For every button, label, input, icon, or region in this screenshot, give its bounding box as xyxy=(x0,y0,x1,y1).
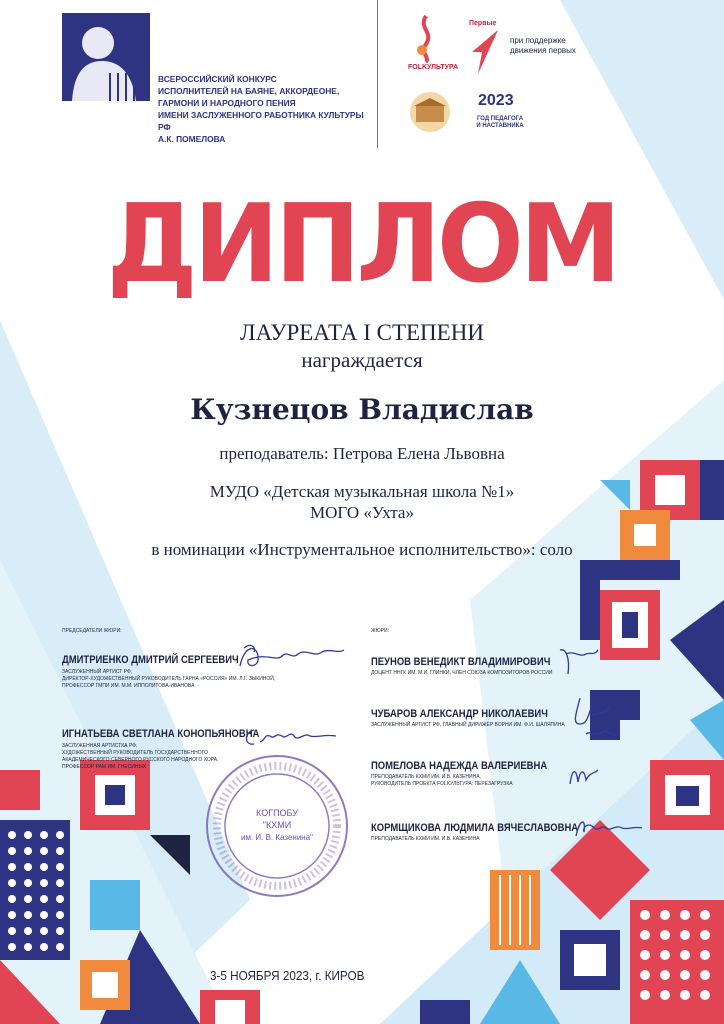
header-divider xyxy=(377,0,378,148)
contest-portrait-logo xyxy=(62,13,150,101)
jury-member-1-signature xyxy=(556,644,602,680)
jury-member-4-signature xyxy=(570,812,644,842)
jury-chairs-heading: ПРЕДСЕДАТЕЛИ ЖЮРИ: xyxy=(62,628,122,634)
award-degree: ЛАУРЕАТА I СТЕПЕНИ xyxy=(240,320,484,345)
school-line-1: МУДО «Детская музыкальная школа №1» xyxy=(209,482,515,501)
jury-chair-1-desc: ЗАСЛУЖЕННЫЙ АРТИСТ РФ, ДИРЕКТОР-ХУДОЖЕСТВЕННЫЙ РУКОВОДИТЕЛЬ ГАРНА «РОССИЯ» ИМ. Л.Г. ЗЫКИНОЙ, ПРОФЕССОР ГМПИ ИМ. М.М. ИППОЛИТОВА-ИВАНОВА xyxy=(62,669,276,689)
awarded-label: награждается xyxy=(301,348,423,372)
nomination-line: в номинации «Инструментальное исполнительство»: соло xyxy=(151,540,573,559)
jury-member-4-name: КОРМЩИКОВА ЛЮДМИЛА ВЯЧЕСЛАВОВНА xyxy=(371,822,579,834)
jury-member-2 xyxy=(371,708,577,729)
folkultura-logo-icon xyxy=(412,14,440,69)
stamp-line-2: "КХМИ xyxy=(262,820,292,830)
jury-chair-1-name: ДМИТРИЕНКО ДМИТРИЙ СЕРГЕЕВИЧ xyxy=(62,654,239,666)
first-movement-logo-label: Первые xyxy=(469,20,497,27)
year-logo-text: ГОД ПЕДАГОГА И НАСТАВНИКА xyxy=(476,116,524,129)
event-dates: 3-5 НОЯБРЯ 2023, г. КИРОВ xyxy=(210,968,365,983)
jury-members-heading: ЖЮРИ: xyxy=(371,628,389,634)
jury-member-3-desc: ПРЕПОДАВАТЕЛЬ КХМИ ИМ. И.В. КАЗЕНИНА, РУКОВОДИТЕЛЬ ПРОЕКТА FOLKУЛЬТУРА: ПЕРЕЗАГРУЗКА xyxy=(371,774,513,787)
year-logo-number: 2023 xyxy=(478,92,514,109)
building-logo-icon xyxy=(402,90,458,139)
jury-member-1-name: ПЕУНОВ ВЕНЕДИКТ ВЛАДИМИРОВИЧ xyxy=(371,656,551,668)
jury-member-4-desc: ПРЕПОДАВАТЕЛЬ КХМИ ИМ. И.В. КАЗЕНИНА xyxy=(371,836,480,842)
stamp-line-1: КОГПОБУ xyxy=(256,808,298,818)
jury-chair-1-signature xyxy=(236,638,348,674)
jury-member-3-signature xyxy=(566,762,602,790)
jury-member-2-signature xyxy=(566,694,620,750)
diploma-title: ДИПЛОМ xyxy=(106,181,618,308)
stamp-line-3: им. И. В. Казенина" xyxy=(240,833,314,842)
folkultura-logo-label: FOLKУЛЬТУРА xyxy=(408,64,459,71)
jury-chair-2-name: ИГНАТЬЕВА СВЕТЛАНА КОНОПЬЯНОВНА xyxy=(62,728,260,740)
school-line-2: МОГО «Ухта» xyxy=(310,503,414,522)
official-stamp xyxy=(203,752,351,900)
jury-member-3-name: ПОМЕЛОВА НАДЕЖДА ВАЛЕРИЕВНА xyxy=(371,760,548,772)
teacher-line: преподаватель: Петрова Елена Львовна xyxy=(219,444,505,463)
jury-member-1 xyxy=(371,656,580,677)
jury-member-2-desc: ЗАСЛУЖЕННЫЙ АРТИСТ РФ, ГЛАВНЫЙ ДИРИЖЁР ВОРНИ ИМ. Ф.И. ШАЛЯПИНА xyxy=(371,722,565,728)
first-movement-support-text: при поддержке движения первых xyxy=(510,36,576,55)
first-movement-logo-icon xyxy=(470,30,500,79)
jury-member-2-name: ЧУБАРОВ АЛЕКСАНДР НИКОЛАЕВИЧ xyxy=(371,708,548,720)
jury-chair-2-signature xyxy=(240,722,340,752)
contest-title: ВСЕРОССИЙСКИЙ КОНКУРС ИСПОЛНИТЕЛЕЙ НА БАЯНЕ, АККОРДЕОНЕ, ГАРМОНИ И НАРОДНОГО ПЕНИЯ ИМЕНИ ЗАСЛУЖЕННОГО РАБОТНИКА КУЛЬТУРЫ РФ А.К. ПОМЕЛОВА xyxy=(158,74,364,144)
jury-chair-2-desc: ЗАСЛУЖЕННАЯ АРТИСТКА РФ, ХУДОЖЕСТВЕННЫЙ РУКОВОДИТЕЛЬ ГОСУДАРСТВЕННОГО АКАДЕМИЧЕСКОГО СЕВЕРНОГО РУССКОГО НАРОДНОГО ХОРА, ПРОФЕССОР РАМ ИМ. ГНЕСИНЫХ xyxy=(62,743,219,770)
recipient-name: Кузнецов Владислав xyxy=(190,393,534,426)
jury-member-3 xyxy=(371,760,576,788)
jury-member-1-desc: ДОЦЕНТ ННГК ИМ. М.И. ГЛИНКИ, ЧЛЕН СОЮЗА КОМПОЗИТОРОВ РОССИИ xyxy=(371,670,553,676)
